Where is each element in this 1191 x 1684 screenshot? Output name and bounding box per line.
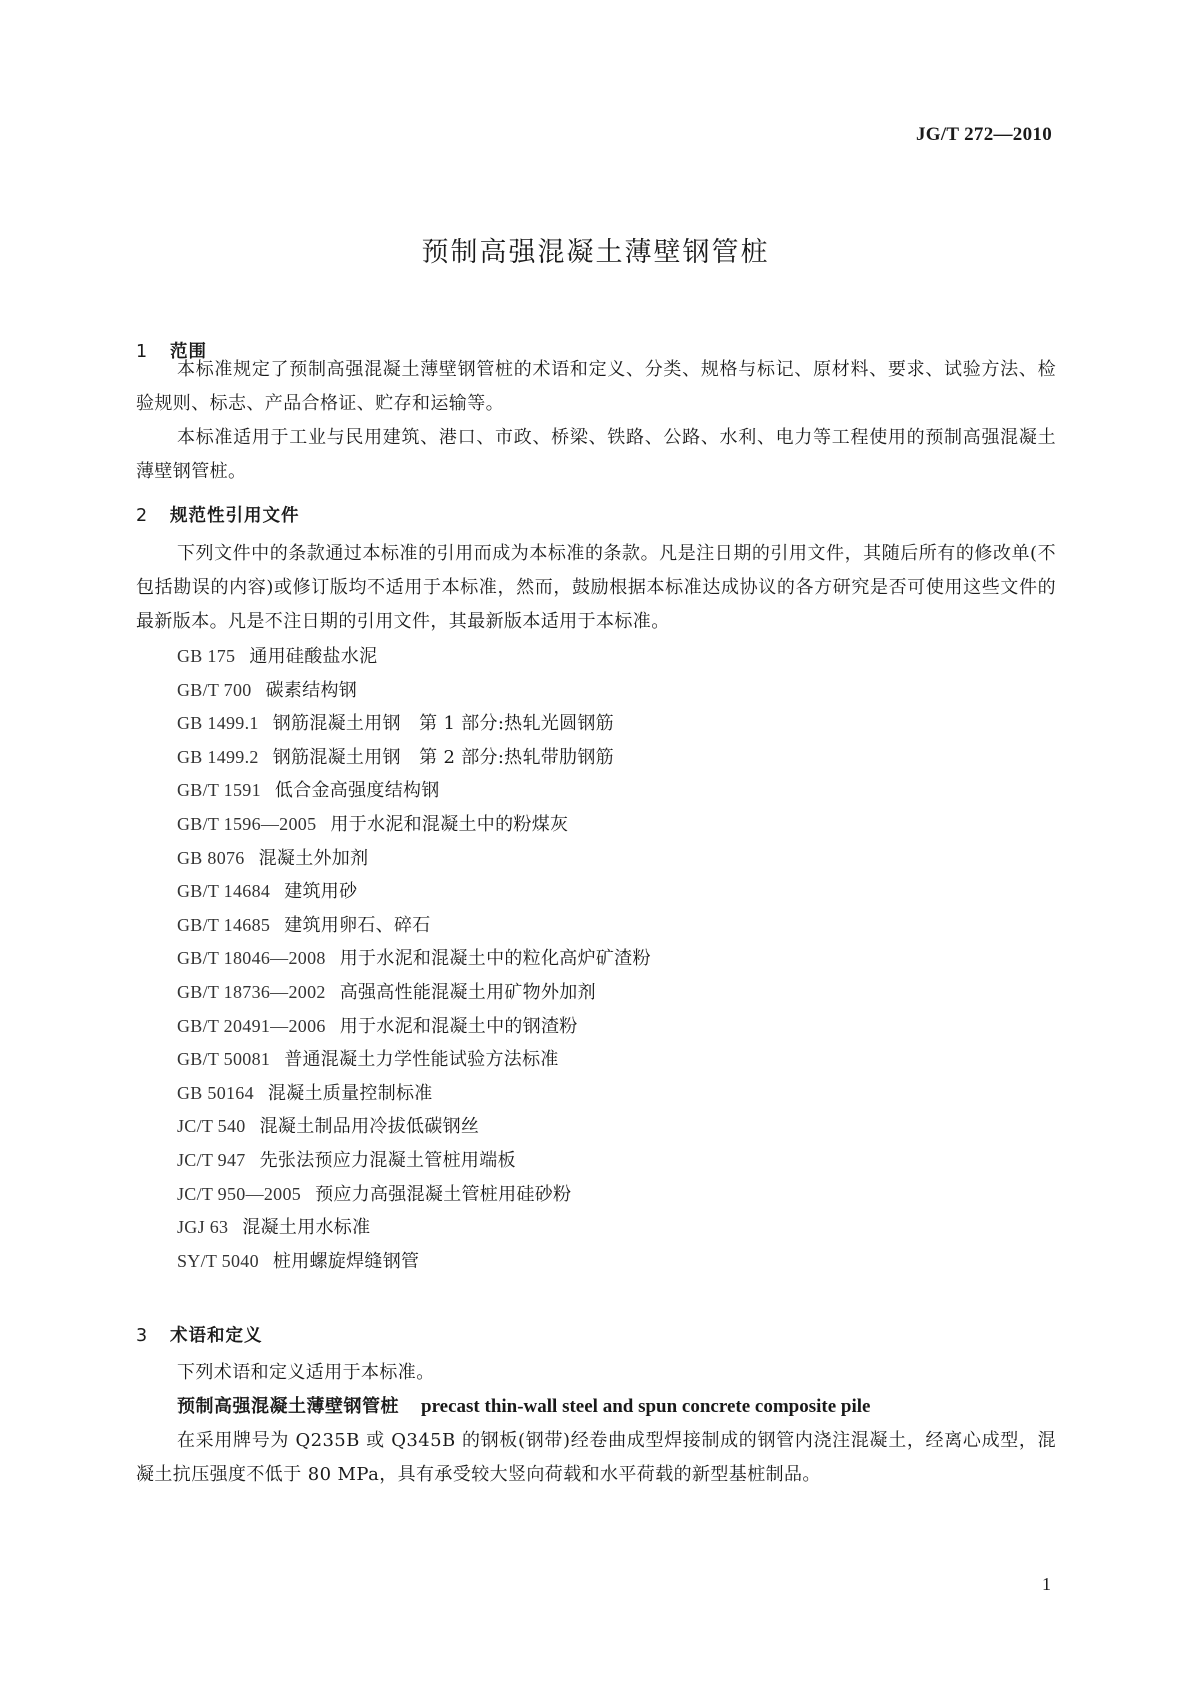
reference-code: JC/T 950—2005 xyxy=(177,1183,302,1204)
reference-item xyxy=(136,707,1056,741)
reference-item xyxy=(136,808,1056,842)
reference-item xyxy=(136,741,1056,775)
reference-title: 用于水泥和混凝土中的粉煤灰 xyxy=(330,813,569,835)
reference-item xyxy=(136,1245,1056,1279)
reference-item xyxy=(136,942,1056,976)
reference-code: GB 1499.1 xyxy=(177,713,259,734)
section-3 xyxy=(136,1322,1056,1347)
reference-title: 混凝土用水标准 xyxy=(242,1217,371,1239)
term-english: precast thin-wall steel and spun concrete composite pile xyxy=(421,1396,871,1417)
section-2-heading xyxy=(136,502,1056,527)
section-3-heading xyxy=(136,1322,1056,1347)
reference-code: GB/T 14684 xyxy=(177,881,271,902)
reference-title: 普通混凝土力学性能试验方法标准 xyxy=(284,1049,559,1071)
reference-title: 高强高性能混凝土用矿物外加剂 xyxy=(339,981,596,1003)
reference-item xyxy=(136,1110,1056,1144)
section-1-number: 1 xyxy=(136,342,149,362)
reference-title: 用于水泥和混凝土中的钢渣粉 xyxy=(339,1015,578,1037)
reference-title: 建筑用卵石、碎石 xyxy=(284,914,431,936)
reference-title: 桩用螺旋焊缝钢管 xyxy=(272,1250,420,1272)
section-2-number: 2 xyxy=(136,506,149,526)
reference-code: GB/T 20491—2006 xyxy=(177,1015,326,1036)
section-2-title: 规范性引用文件 xyxy=(170,506,300,526)
reference-code: GB 1499.2 xyxy=(177,746,259,767)
reference-code: JGJ 63 xyxy=(177,1217,229,1238)
reference-item xyxy=(136,1043,1056,1077)
document-title: 预制高强混凝土薄壁钢管桩 xyxy=(421,237,770,268)
reference-item xyxy=(136,774,1056,808)
reference-title: 钢筋混凝土用钢 第 2 部分:热轧带肋钢筋 xyxy=(272,746,614,768)
reference-code: GB 8076 xyxy=(177,847,245,868)
reference-title: 通用硅酸盐水泥 xyxy=(249,646,378,667)
reference-list-wrap xyxy=(136,640,1056,1278)
reference-code: GB/T 700 xyxy=(177,679,252,700)
term-entry xyxy=(136,1390,1056,1424)
reference-title: 混凝土质量控制标准 xyxy=(267,1082,433,1104)
section-3-title: 术语和定义 xyxy=(170,1326,263,1346)
reference-item xyxy=(136,674,1056,708)
section-1-body xyxy=(136,353,1056,489)
reference-item xyxy=(136,976,1056,1010)
reference-code: SY/T 5040 xyxy=(177,1250,259,1271)
reference-item xyxy=(136,1077,1056,1111)
reference-item xyxy=(136,640,1056,674)
reference-code: GB 50164 xyxy=(177,1082,254,1103)
scope-paragraph-1: 本标准规定了预制高强混凝土薄壁钢管桩的术语和定义、分类、规格与标记、原材料、要求、试验方法、检验规则、标志、产品合格证、贮存和运输等。 xyxy=(136,359,1056,414)
reference-title: 混凝土外加剂 xyxy=(258,847,369,869)
section-3-number: 3 xyxy=(136,1326,149,1346)
section-3-body xyxy=(136,1356,1056,1492)
reference-item xyxy=(136,1144,1056,1178)
references-intro: 下列文件中的条款通过本标准的引用而成为本标准的条款。凡是注日期的引用文件，其随后所有的修改单(不包括勘误的内容)或修订版均不适用于本标准，然而，鼓励根据本标准达成协议的各方研究是否可使用这些文件的最新版本。凡是不注日期的引用文件，其最新版本适用于本标准。 xyxy=(136,543,1056,632)
reference-code: GB/T 1591 xyxy=(177,780,261,801)
reference-title: 建筑用砂 xyxy=(284,881,358,903)
reference-list xyxy=(136,640,1056,1278)
reference-item xyxy=(136,1178,1056,1212)
reference-title: 用于水泥和混凝土中的粒化高炉矿渣粉 xyxy=(339,948,651,970)
reference-code: GB/T 50081 xyxy=(177,1049,271,1070)
reference-item xyxy=(136,1010,1056,1044)
reference-title: 先张法预应力混凝土管桩用端板 xyxy=(259,1149,516,1171)
section-2 xyxy=(136,502,1056,527)
reference-title: 预应力高强混凝土管桩用硅砂粉 xyxy=(315,1183,572,1205)
terms-intro: 下列术语和定义适用于本标准。 xyxy=(177,1362,435,1383)
term-chinese: 预制高强混凝土薄壁钢管桩 xyxy=(177,1396,399,1417)
reference-item xyxy=(136,875,1056,909)
reference-item xyxy=(136,842,1056,876)
reference-item xyxy=(136,909,1056,943)
reference-title: 钢筋混凝土用钢 第 1 部分:热轧光圆钢筋 xyxy=(272,713,614,735)
reference-code: JC/T 540 xyxy=(177,1116,246,1137)
reference-title: 碳素结构钢 xyxy=(265,679,358,701)
page-number: 1 xyxy=(1042,1574,1051,1594)
reference-item xyxy=(136,1211,1056,1245)
reference-code: GB/T 18736—2002 xyxy=(177,981,326,1002)
section-1-title: 范围 xyxy=(170,342,207,362)
term-definition: 在采用牌号为 Q235B 或 Q345B 的钢板(钢带)经卷曲成型焊接制成的钢管内浇注混凝土，经离心成型，混凝土抗压强度不低于 80 MPa，具有承受较大竖向荷载和水平荷载的新型基桩制品。 xyxy=(136,1430,1056,1485)
reference-code: GB/T 18046—2008 xyxy=(177,948,326,969)
section-2-body xyxy=(136,537,1056,639)
reference-code: GB/T 14685 xyxy=(177,914,271,935)
standard-code: JG/T 272—2010 xyxy=(915,124,1052,145)
reference-code: JC/T 947 xyxy=(177,1149,246,1170)
reference-code: GB 175 xyxy=(177,646,236,666)
reference-title: 低合金高强度结构钢 xyxy=(274,780,440,802)
scope-paragraph-2: 本标准适用于工业与民用建筑、港口、市政、桥梁、铁路、公路、水利、电力等工程使用的预制高强混凝土薄壁钢管桩。 xyxy=(136,427,1056,482)
reference-code: GB/T 1596—2005 xyxy=(177,813,317,834)
reference-title: 混凝土制品用冷拔低碳钢丝 xyxy=(259,1116,480,1138)
